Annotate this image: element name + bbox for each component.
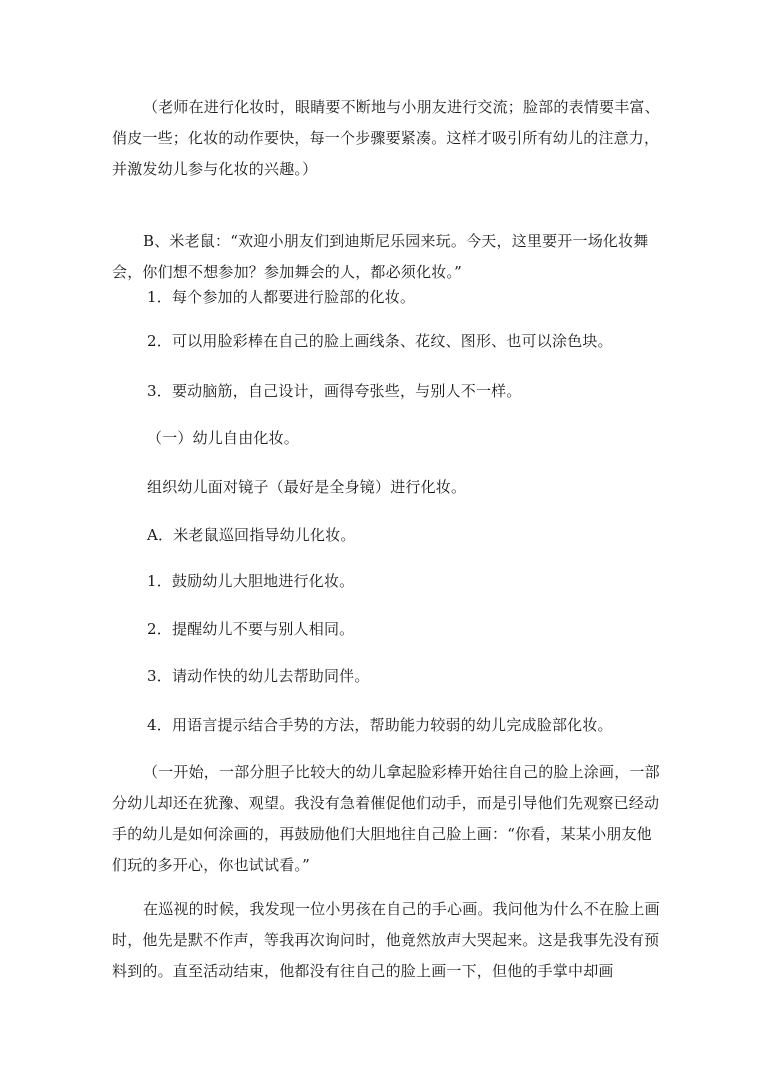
list-item-1: 1．每个参加的人都要进行脸部的化妆。 (147, 288, 416, 306)
list-item-encourage: 1．鼓励幼儿大胆地进行化妆。 (147, 572, 355, 590)
list-item-2: 2．可以用脸彩棒在自己的脸上画线条、花纹、图形、也可以涂色块。 (147, 332, 613, 350)
paragraph-boy-story: 在巡视的时候，我发现一位小男孩在自己的手心画。我问他为什么不在脸上画时，他先是默不作声，等我再次询问时，他竟然放声大哭起来。这是我事先没有预料到的。直至活动结束，他都没有往自己的脸上画一下，但他的手掌中却画 (112, 900, 660, 980)
list-item-3: 3．要动脑筋，自己设计，画得夸张些，与别人不一样。 (147, 382, 522, 400)
list-item-help: 3．请动作快的幼儿去帮助同伴。 (147, 667, 370, 685)
section-heading-free-makeup: （一）幼儿自由化妆。 (147, 429, 300, 447)
paragraph-observation: （一开始，一部分胆子比较大的幼儿拿起脸彩棒开始往自己的脸上涂画，一部分幼儿却还在犹豫、观望。我没有急着催促他们动手，而是引导他们先观察已经动手的幼儿是如何涂画的，再鼓励他们大胆地往自己脸上画：“你看，某某小朋友他们玩的多开心，你也试试看。” (112, 763, 660, 874)
paragraph-organize-mirror: 组织幼儿面对镜子（最好是全身镜）进行化妆。 (147, 478, 467, 496)
list-item-remind: 2．提醒幼儿不要与别人相同。 (147, 620, 355, 638)
paragraph-mickey-speech: B、米老鼠：“欢迎小朋友们到迪斯尼乐园来玩。今天，这里要开一场化妆舞会，你们想不想参加？参加舞会的人，都必须化妆。” (112, 232, 649, 281)
paragraph-teacher-note: （老师在进行化妆时，眼睛要不断地与小朋友进行交流；脸部的表情要丰富、俏皮一些；化妆的动作要快，每一个步骤要紧凑。这样才吸引所有幼儿的注意力，并激发幼儿参与化妆的兴趣。） (112, 98, 660, 178)
list-item-a: A．米老鼠巡回指导幼儿化妆。 (147, 526, 356, 544)
list-item-gesture: 4．用语言提示结合手势的方法，帮助能力较弱的幼儿完成脸部化妆。 (147, 716, 613, 734)
